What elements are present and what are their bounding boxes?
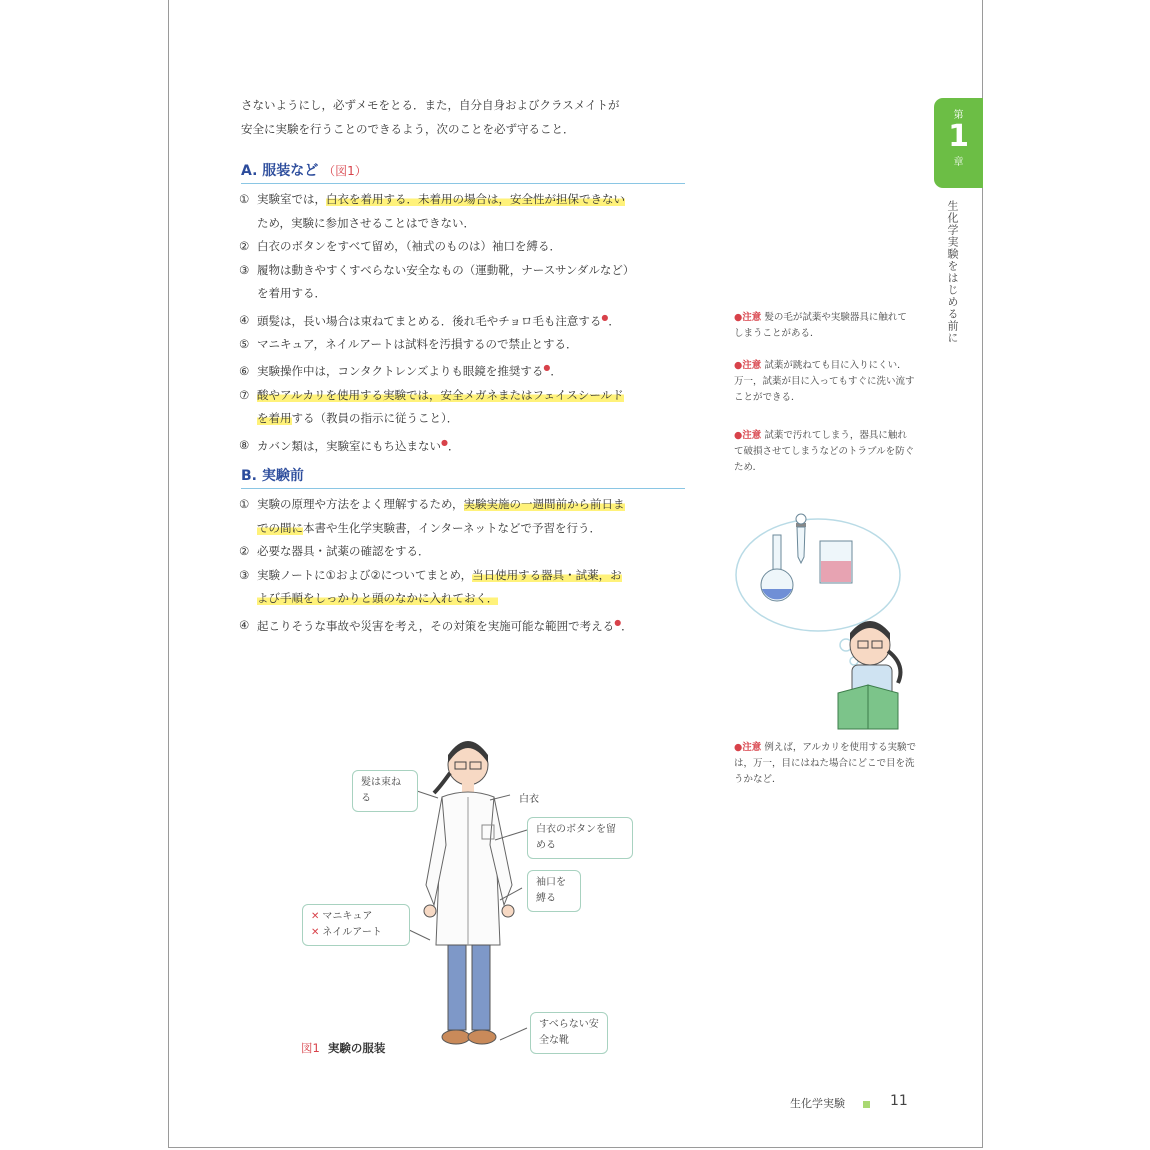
- list-item-text: 実験操作中は，コンタクトレンズよりも眼鏡を推奨する: [257, 364, 544, 379]
- list-item-text: 実験ノートに①および②についてまとめ，: [257, 567, 473, 582]
- list-item-number: ③: [239, 262, 250, 277]
- highlighted-text: 酸やアルカリを使用する実験では，安全メガネまたはフェイスシールド: [257, 387, 624, 402]
- list-item: [239, 235, 691, 259]
- side-note-badge: ●注意: [734, 430, 762, 441]
- side-note-badge: ●注意: [734, 312, 762, 323]
- chapter-number: 1: [948, 119, 969, 154]
- section-a-figure-ref: （図1）: [323, 164, 367, 178]
- callout-buttons: 白衣のボタンを留める: [527, 817, 633, 859]
- list-item-text: 本書や生化学実験書，インターネットなどで予習を行う．: [303, 520, 601, 535]
- list-item: [239, 611, 691, 638]
- side-note-text: 例えば，アルカリを使用する実験では，万一，目にはねた場合にどこで目を洗うかなど．: [734, 742, 916, 785]
- list-item-number: ⑥: [239, 364, 250, 379]
- list-item: [239, 564, 691, 588]
- list-item-number: ①: [239, 497, 250, 511]
- section-a-list: [239, 188, 691, 458]
- intro-line: さないようにし，必ずメモをとる．また，自分自身およびクラスメイトが: [241, 98, 620, 112]
- intro-line: 安全に実験を行うことのできるよう，次のことを必ず守ること．: [241, 121, 575, 136]
- chapter-title: 生化学実験をはじめる前に: [946, 200, 959, 344]
- side-note: [734, 358, 916, 406]
- list-item-text: 頭髪は，長い場合は束ねてまとめる．後れ毛やチョロ毛も注意する: [257, 313, 602, 328]
- highlighted-text: 白衣を着用する．未着用の場合は，安全性が担保できない: [326, 192, 625, 206]
- list-item-text: を着用する．: [257, 286, 326, 300]
- student-thinking-illustration: [728, 505, 918, 735]
- highlighted-text: を着用: [257, 411, 292, 426]
- highlighted-text: 実験実施の一週間前から前日ま: [463, 497, 625, 511]
- list-item: [239, 517, 691, 541]
- list-item-number: ⑤: [239, 336, 250, 351]
- list-item: [239, 259, 691, 283]
- callout-nails: [302, 904, 410, 946]
- list-item-number: ⑦: [239, 387, 250, 402]
- list-item-number: ④: [239, 618, 250, 633]
- side-note: [734, 310, 916, 342]
- list-item-text: ．: [608, 313, 620, 328]
- list-item-text: 必要な器具・試薬の確認をする．: [257, 544, 430, 558]
- prohibited-icon: ✕: [311, 911, 320, 922]
- note-marker: ●: [614, 617, 622, 627]
- callout-nailart: [311, 925, 401, 941]
- list-item-text: する（教員の指示に従うこと）．: [291, 411, 459, 426]
- list-item-number: ③: [239, 567, 250, 582]
- highlighted-text: よび手順をしっかりと頭のなかに入れておく．: [257, 591, 499, 605]
- side-note-badge: ●注意: [734, 360, 762, 371]
- list-item: [239, 540, 691, 564]
- side-note-text: 試薬で汚れてしまう，器具に触れて破損させてしまうなどのトラブルを防ぐため．: [734, 430, 915, 473]
- side-note: [734, 740, 916, 788]
- list-item: [239, 333, 691, 357]
- intro-paragraph: [241, 94, 691, 141]
- callout-hair: 髪は束ねる: [352, 770, 418, 812]
- callout-cuffs: 袖口を縛る: [527, 870, 581, 912]
- list-item: [239, 407, 691, 431]
- list-item: [239, 212, 691, 236]
- list-item: [239, 587, 691, 611]
- list-item-number: ②: [239, 544, 250, 558]
- list-item: [239, 431, 691, 458]
- list-item-text: ．: [621, 618, 633, 633]
- section-a-rule: [241, 183, 685, 184]
- list-item-text: ．: [550, 364, 562, 379]
- side-note-text: 髪の毛が試薬や実験器具に触れてしまうことがある．: [734, 312, 907, 339]
- chapter-tab: [934, 98, 983, 188]
- section-a-label: A. 服装など: [241, 163, 319, 179]
- list-item: [239, 282, 691, 306]
- note-marker: ●: [441, 437, 448, 447]
- figure-number: 図1: [301, 1041, 320, 1055]
- list-item-number: ⑧: [239, 438, 250, 453]
- list-item-text: 起こりそうな事故や災害を考え，その対策を実施可能な範囲で考える: [257, 618, 615, 633]
- list-item-text: マニキュア，ネイルアートは試料を汚損するので禁止とする．: [257, 336, 578, 351]
- list-item-number: ④: [239, 313, 250, 328]
- list-item-text: ．: [447, 438, 460, 453]
- list-item-text: 実験室では，: [257, 192, 326, 206]
- list-item-text: 白衣のボタンをすべて留め，（袖式のものは）袖口を縛る．: [257, 239, 562, 253]
- list-item-text: ため，実験に参加させることはできない．: [257, 215, 476, 230]
- highlighted-text: での間に: [257, 520, 303, 535]
- chapter-suffix: 章: [953, 157, 964, 168]
- list-item: [239, 384, 691, 408]
- list-item-number: ①: [239, 192, 250, 206]
- prohibited-icon: ✕: [311, 927, 320, 938]
- figure-caption: [301, 1040, 385, 1056]
- list-item: [239, 356, 691, 383]
- list-item-text: カバン類は，実験室にもち込まない: [257, 438, 441, 453]
- side-note: [734, 428, 916, 476]
- highlighted-text: 当日使用する器具・試薬，お: [472, 567, 622, 582]
- note-marker: ●: [543, 363, 551, 373]
- section-b-heading: [241, 465, 304, 485]
- list-item: [239, 306, 691, 333]
- chapter-prefix: 第: [953, 110, 964, 121]
- list-item: [239, 188, 691, 212]
- section-a-heading: [241, 160, 367, 180]
- side-note-badge: ●注意: [734, 742, 762, 753]
- note-marker: ●: [601, 312, 609, 322]
- list-item-number: ②: [239, 239, 250, 253]
- figure-title: 実験の服装: [327, 1041, 386, 1055]
- manicure-label: マニキュア: [322, 911, 373, 922]
- section-b-label: B. 実験前: [241, 468, 304, 484]
- side-note-text: 試薬が跳ねても目に入りにくい．万一，試薬が目に入ってもすぐに洗い流すことができる．: [734, 360, 915, 403]
- page-number: 11: [890, 1093, 908, 1109]
- footer-marker: [863, 1101, 870, 1108]
- list-item-text: 実験の原理や方法をよく理解するため，: [257, 497, 464, 511]
- section-b-list: [239, 493, 691, 638]
- nailart-label: ネイルアート: [322, 927, 382, 938]
- list-item: [239, 493, 691, 517]
- section-b-rule: [241, 488, 685, 489]
- footer-section: 生化学実験: [790, 1097, 845, 1110]
- list-item-text: 履物は動きやすくすべらない安全なもの（運動靴，ナースサンダルなど）: [257, 262, 635, 277]
- label-coat: 白衣: [519, 794, 539, 805]
- callout-manicure: [311, 909, 401, 925]
- callout-shoes: すべらない安全な靴: [530, 1012, 608, 1054]
